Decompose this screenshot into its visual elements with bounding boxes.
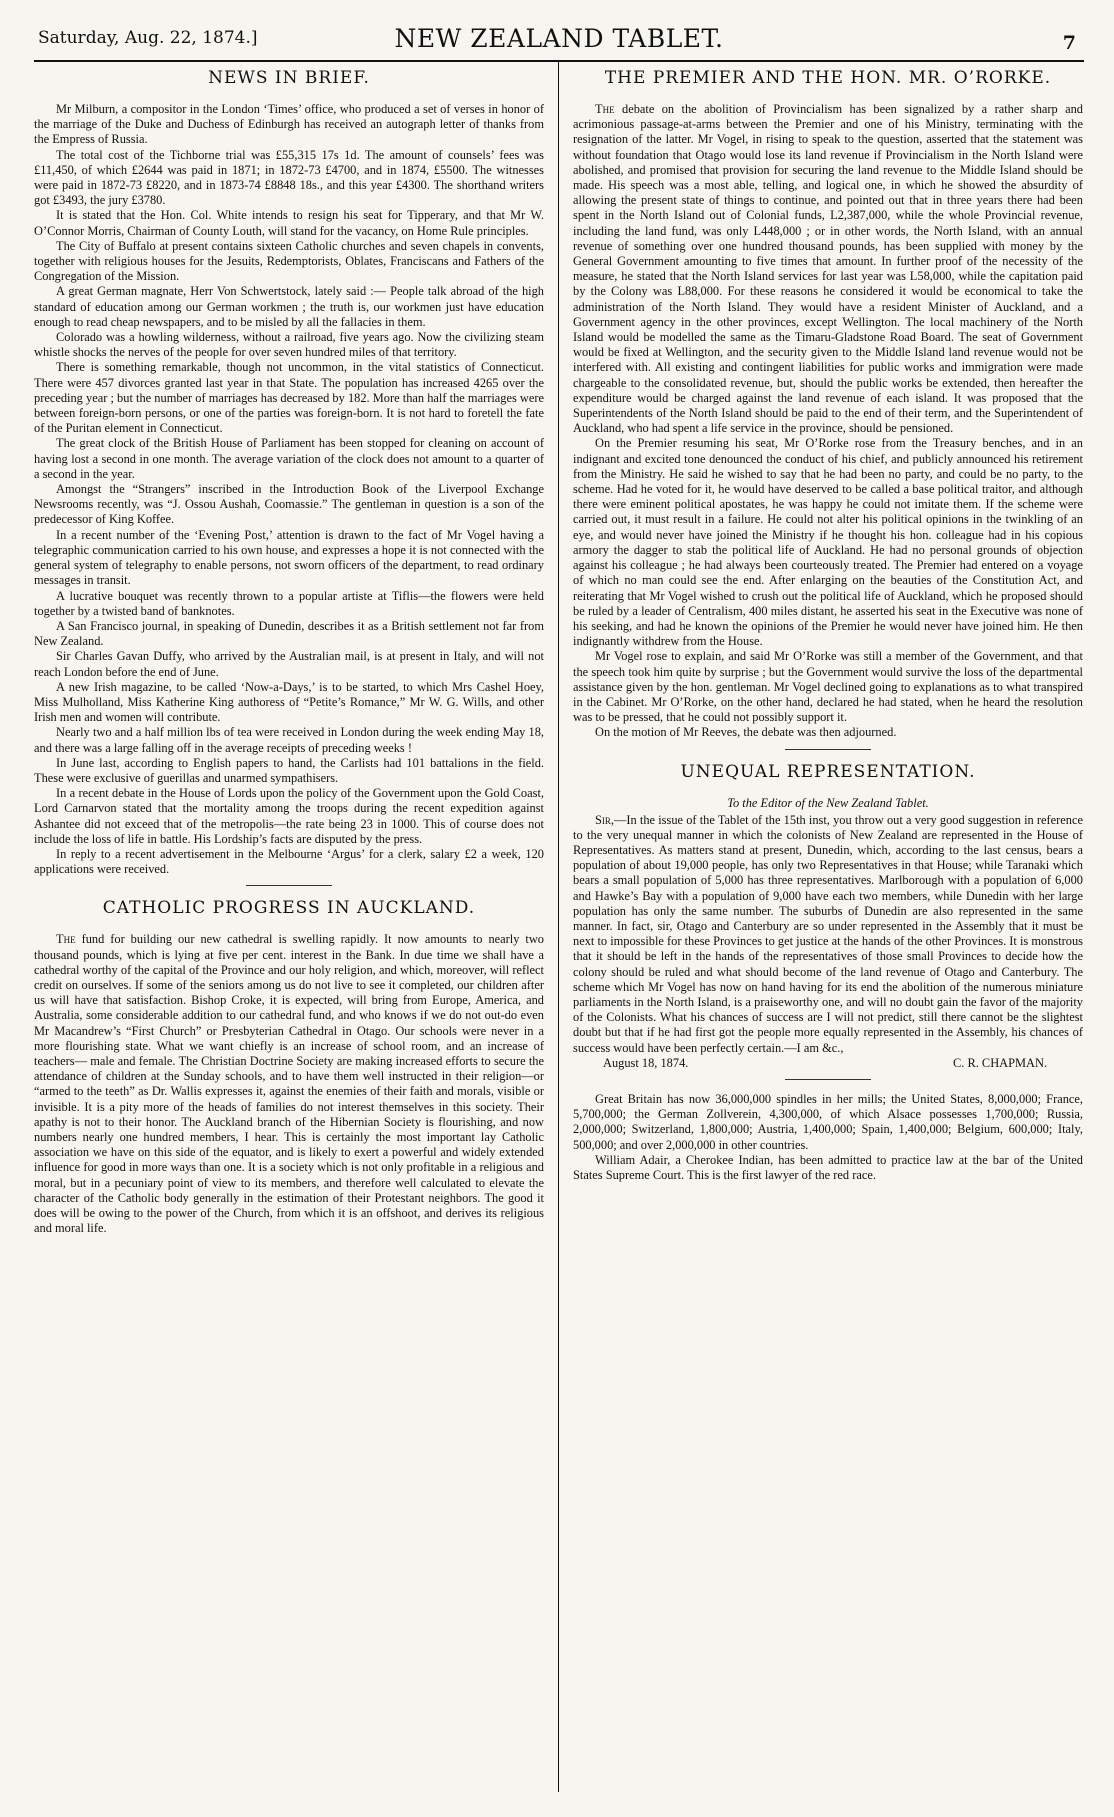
news-paragraph: There is something remarkable, though not uncommon, in the vital statistics of Connecticut. There were 457 divorces granted last year in that State. The population has increased 4265 over the preceding year ; but the number of marriages has decreased by 182. More than half the marriages were between foreign-born persons, or one of the parties was foreign-born. It is not hard to foretell the fate of the Puritan element in Connecticut. <box>34 360 544 436</box>
letter-paragraph <box>573 813 1083 1056</box>
closing-paragraph: William Adair, a Cherokee Indian, has been admitted to practice law at the bar of the United States Supreme Court. This is the first lawyer of the red race. <box>573 1152 1083 1182</box>
lead-word: The <box>56 932 76 947</box>
lead-word: Sir, <box>595 812 614 827</box>
left-column <box>34 62 558 1792</box>
newspaper-title: NEW ZEALAND TABLET. <box>394 24 724 53</box>
premier-article-heading: THE PREMIER AND THE HON. MR. O’RORKE. <box>604 68 1052 88</box>
news-paragraph: A new Irish magazine, to be called ‘Now-a-Days,’ is to be started, to which Mrs Cashel Hoey, Miss Mulholland, Miss Katherine King authoress of “Petite’s Romance,” Mr W. G. Wills, and other Irish men and women will contribute. <box>34 679 544 725</box>
unequal-representation-heading: UNEQUAL REPRESENTATION. <box>680 761 976 782</box>
letter-signature: C. R. CHAPMAN. <box>953 1055 1047 1070</box>
news-paragraph: Mr Milburn, a compositor in the London ‘Times’ office, who produced a set of verses in honor of the marriage of the Duke and Duchess of Edinburgh has received an autograph letter of thanks from the Empress of Russia. <box>34 102 544 147</box>
closing-paragraph: Great Britain has now 36,000,000 spindles in her mills; the United States, 8,000,000; France, 5,700,000; the German Zollverein, 4,300,000, of which Alsace possesses 1,700,000; Russia, 2,000,000; Switzerland, 1,800,000; Austria, 1,400,000; Spain, 1,400,000; Belgium, 600,000; Italy, 500,000; and over 2,000,000 in other countries. <box>573 1091 1083 1152</box>
news-in-brief-body <box>34 102 544 877</box>
premier-paragraph: On the Premier resuming his seat, Mr O’Rorke rose from the Treasury benches, and in an indignant and excited tone denounced the conduct of his chief, and publicly announced his retirement from the Ministry. He said he wished to say that he had been no party, and could be no party, to the scheme. Had he voted for it, he would have deserved to be called a base political traitor, and although there were eminent political apostates, he was happy he could not imitate them. If the scheme were carried out, it must result in a failure. He could not alter his political opinions in the twinkling of an eye, and would never have joined the Ministry if he thought his hon. colleague had in his copious armory the dagger to stab the political life of Auckland. He had no personal grounds of objection against his colleague ; he had always been courteously treated. The Premier had entered on a voyage of which no man could see the end. After enlarging on the beauties of the Constitution Act, and reiterating that Mr Vogel wished to crush out the political life of Auckland, which he proposed should be ruled by a leader of Centralism, 400 miles distant, he asserted his seat in the Executive was none of his seeking, and had he known the opinions of the Premier he would never have joined him. He then indignantly withdrew from the House. <box>573 436 1083 649</box>
news-paragraph: Sir Charles Gavan Duffy, who arrived by the Australian mail, is at present in Italy, and will not reach London before the end of June. <box>34 649 544 679</box>
news-paragraph: Nearly two and a half million lbs of tea were received in London during the week ending May 18, and there was a large falling off in the average receipts of preceding weeks ! <box>34 725 544 755</box>
news-paragraph: The City of Buffalo at present contains sixteen Catholic churches and seven chapels in convents, together with religious houses for the Jesuits, Redemptorists, Oblates, Franciscans and Fathers of the Congregation of the Mission. <box>34 238 544 284</box>
columns <box>34 62 1084 1792</box>
premier-paragraph: Mr Vogel rose to explain, and said Mr O’Rorke was still a member of the Government, and that the speech took him quite by surprise ; but the Government would survive the loss of the departmental assistance given by the hon. gentleman. Mr Vogel declined going to explanations as to what transpired in the Cabinet. Mr O’Rorke, on the other hand, declared he had stated, when he heard the resolution was to be pressed, that he could not possibly support it. <box>573 649 1083 725</box>
news-paragraph: A San Francisco journal, in speaking of Dunedin, describes it as a British settlement not far from New Zealand. <box>34 618 544 649</box>
catholic-progress-paragraph <box>34 932 544 1236</box>
to-editor-line: To the Editor of the New Zealand Tablet. <box>727 795 929 810</box>
premier-paragraph <box>573 102 1083 436</box>
masthead <box>34 14 1084 60</box>
premier-paragraph: On the motion of Mr Reeves, the debate was then adjourned. <box>595 725 897 740</box>
issue-date: Saturday, Aug. 22, 1874.] <box>38 28 258 48</box>
news-paragraph: A great German magnate, Herr Von Schwertstock, lately said :— People talk abroad of the high standard of education among our German workmen ; the truth is, our workmen just have education enough to read cheap newspapers, and to be misled by all the fallacies in them. <box>34 284 544 329</box>
news-paragraph: A lucrative bouquet was recently thrown to a popular artiste at Tiflis—the flowers were held together by a twisted band of banknotes. <box>34 588 544 618</box>
news-paragraph: Colorado was a howling wilderness, without a railroad, five years ago. Now the civilizing steam whistle shocks the nerves of the people for over seven hundred miles of that territory. <box>34 330 544 360</box>
news-paragraph: In a recent debate in the House of Lords upon the policy of the Government upon the Gold Coast, Lord Carnarvon stated that the mortality among the troops during the recent expedition against Ashantee did not exceed that of the metropolis—the rate being 23 in 1000. This of course does not include the loss of life in battle. His Lordship’s facts are disputed by the press. <box>34 786 544 846</box>
right-column <box>559 62 1083 1792</box>
news-paragraph: In June last, according to English papers to hand, the Carlists had 101 battalions in the field. These were exclusive of guerillas and unarmed sympathisers. <box>34 755 544 785</box>
news-paragraph: In a recent number of the ‘Evening Post,’ attention is drawn to the fact of Mr Vogel having a telegraphic communication carried to his own house, and expresses a hope it is not connected with the general system of telegraphy to enable persons, not sworn officers of the department, to read ordinary messages in transit. <box>34 527 544 588</box>
section-separator <box>246 885 332 886</box>
page-number: 7 <box>1062 32 1076 54</box>
letter-signature-line <box>573 1056 1083 1071</box>
section-separator <box>785 749 871 750</box>
news-paragraph: The great clock of the British House of Parliament has been stopped for cleaning on account of having lost a second in one month. The average variation of the clock does not amount to a quarter of a second in the year. <box>34 436 544 481</box>
letter-date: August 18, 1874. <box>603 1055 689 1070</box>
catholic-progress-text: fund for building our new cathedral is swelling rapidly. It now amounts to nearly two thousand pounds, which is lying at five per cent. interest in the Bank. In due time we shall have a cathedral worthy of the capital of the Province and our holy religion, and which, moreover, will reflect credit on ourselves. If some of the seniors among us do not live to see it completed, our children after us will have that satisfaction. Bishop Croke, it is expected, will bring from Europe, America, and Australia, some considerable addition to our cathedral fund, and who knows if we do not out-do even Mr Macandrew’s “First Church” or Presbyterian Cathedral in Otago. Our schools were never in a more flourishing state. What we want chiefly is an increase of school room, and an increase of teachers— male and female. The Christian Doctrine Society are making increased efforts to secure the attendance of children at the Sunday schools, and to have them well instructed in their religion—or “armed to the teeth” as Dr. Wallis expresses it, against the enemies of their faith and morals, visible or invisible. It is a pity more of the heads of families do not interest themselves in this society. Their apathy is not to their honor. The Auckland branch of the Hibernian Society is flourishing, and now numbers nearly one hundred members, I hear. This is certainly the most important lay Catholic association we have on this side of the equator, and is likely to exert a powerful and widely extended influence for good in more ways than one. It is a society which is not only profitable in a religious and moral, but in a pecuniary point of view to its members, and therefore well calculated to elevate the character of the Catholic body generally in the estimation of their Protestant neighbors. The good it does will be owing to the power of the Church, from which it is an offshoot, and derives its religious and moral life. <box>34 932 544 1236</box>
premier-text: debate on the abolition of Provincialism has been signalized by a rather sharp and acrimonious passage-at-arms between the Premier and one of his Ministry, terminating with the resignation of the latter. Mr Vogel, in rising to speak to the question, asserted that the statement was without foundation that Otago would lose its land revenue if Provincialism in the North Island were abolished, and promised that provision for securing the land revenue to the Middle Island should be made. His speech was a most able, telling, and logical one, in which he showed the absurdity of allowing the present state of things to continue, and pointed out that in three years there had been spent in the North Island out of Colonial funds, L2,387,000, while the whole Provincial revenue, including the land fund, was only L448,000 ; or in other words, the North Island, with an annual revenue of something over one hundred thousand pounds, has been supplied with money by the General Government amounting to five times that amount. In further proof of the necessity of the measure, he stated that the North Island services for last year was L58,000, while the capitation paid by the Colony was L88,000. For these reasons he considered it would be economical to take the administration of the North Island. They would have a resident Minister of Auckland, and a Government agency in the other provinces, except Wellington. The local machinery of the North Island would be modelled the same as the Timaru-Gladstone Road Board. The seat of Government would be fixed at Wellington, and the security given to the Middle Island land revenue would not be interfered with. All existing and contingent liabilities for public works and immigration were made chargeable to the consolidated revenue, but, should the public works be extended, then hereafter the expenditure would be charged against the land revenue of each island. It was proposed that the Superintendents of the North Island should be paid to the end of their term, and the Superintendent of Auckland, who had spent a life service in the province, should be pensioned. <box>573 102 1083 436</box>
news-paragraph: It is stated that the Hon. Col. White intends to resign his seat for Tipperary, and that Mr W. O’Connor Morris, Chairman of County Louth, will stand for the vacancy, on Home Rule principles. <box>34 208 544 238</box>
section-separator <box>785 1079 871 1080</box>
lead-word: The <box>595 102 615 116</box>
letter-text: —In the issue of the Tablet of the 15th inst, you throw out a very good suggestion in reference to the very unequal manner in which the colonists of New Zealand are represented in the House of Representatives. As matters stand at present, Dunedin, which, according to the last census, bears a population of about 19,000 people, has only two Representatives in that House; while Taranaki which bears a small population of 5,000 has three representatives. Marlborough with a population of 6,000 and Hawke’s Bay with a population of 9,000 have each two members, while Dunedin with her large population has only the same number. The suburbs of Dunedin are also represented in the same manner. In fact, sir, Otago and Canterbury are so under represented in the Assembly that it must be next to impossible for these Provinces to get justice at the hands of the other Provinces. It is monstrous that it should be left in the hands of the representatives of those small Provinces to decide how the colony should be ruled and what should become of the land revenue of Otago and Canterbury. The scheme which Mr Vogel has now on hand having for its end the abolition of the numerous miniature parliaments in the North Island, is a praiseworthy one, and will no doubt gain the favor of the majority of the Colonists. What his chances of success are I will not predict, still there cannot be the slightest doubt but that if he had first got the people more equally represented in the Assembly, his chances of success would have been perfectly certain.—I am &c., <box>573 812 1083 1055</box>
news-paragraph: In reply to a recent advertisement in the Melbourne ‘Argus’ for a clerk, salary £2 a week, 120 applications were received. <box>34 846 544 877</box>
news-in-brief-heading: NEWS IN BRIEF. <box>208 68 370 88</box>
news-paragraph: The total cost of the Tichborne trial was £55,315 17s 1d. The amount of counsels’ fees was £11,450, of which £2644 was paid in 1871; in 1872-73 £4700, and in 1874, £5500. The witnesses were paid in 1872-73 £8220, and in 1873-74 £8848 18s., and this year £4300. The shorthand writers got £3493, the jury £3780. <box>34 147 544 208</box>
news-paragraph: Amongst the “Strangers” inscribed in the Introduction Book of the Liverpool Exchange Newsrooms recently, was “J. Ossou Aushah, Coomassie.” The gentleman in question is a son of the predecessor of King Koffee. <box>34 482 544 527</box>
catholic-progress-heading: CATHOLIC PROGRESS IN AUCKLAND. <box>102 898 476 919</box>
